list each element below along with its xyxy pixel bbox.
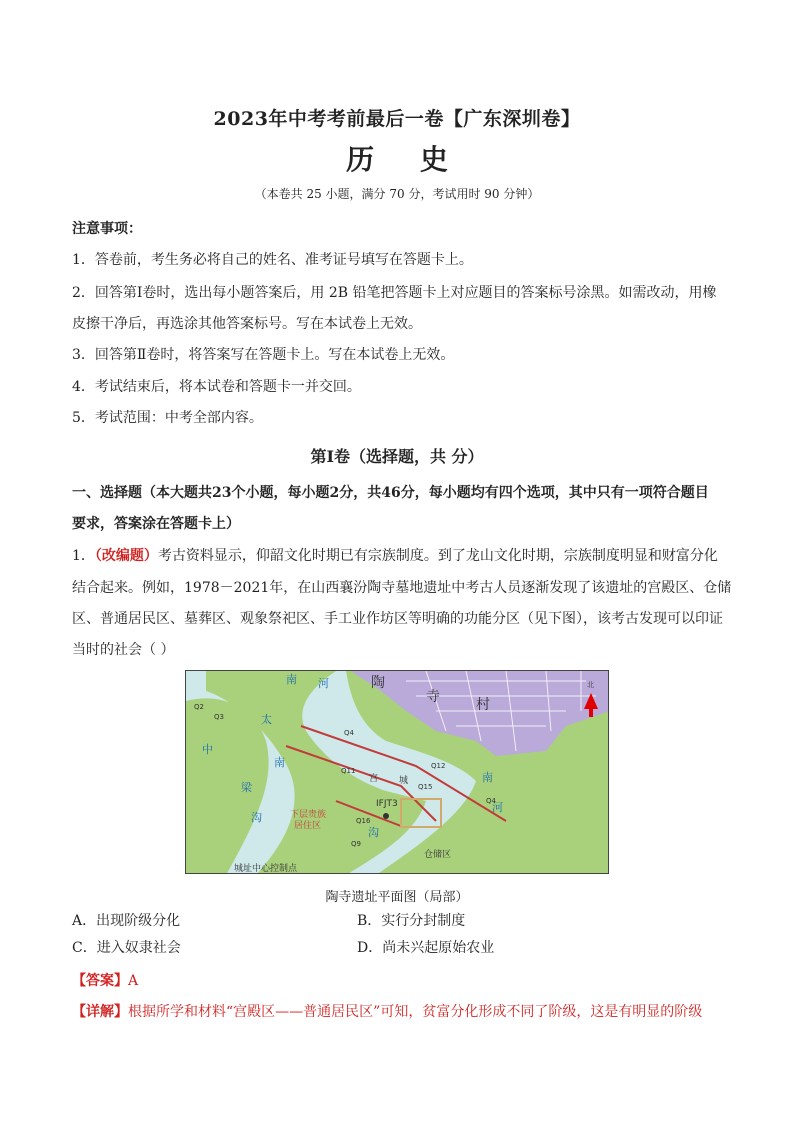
figure-caption: 陶寺遗址平面图（局部） [325,890,469,905]
map-label: 中 [202,743,213,756]
question-tag: （改编题） [94,548,158,564]
map-label: Q15 [418,783,433,791]
question-line [72,546,732,566]
answer-line [72,971,732,991]
map-label: Q11 [341,767,356,775]
map-label: 居住区 [294,821,322,831]
option-b: B．实行分封制度 [357,913,466,929]
map-label: Q12 [431,762,446,770]
map-label: 沟 [368,826,379,839]
subject-title: 历 史 [346,143,466,176]
map-label: 南 [274,756,285,769]
question-line: 当时的社会（ ） [72,642,175,658]
map-label: Q4 [486,797,496,805]
map-label: Q4 [344,729,354,737]
section-instruction: 要求，答案涂在答题卡上） [72,516,240,532]
map-label: 河 [318,677,329,690]
notice-item: 3．回答第Ⅱ卷时，将答案写在答题卡上。写在本试卷上无效。 [72,347,455,363]
map-label: Q2 [194,703,204,711]
answer-value: A [128,973,139,989]
map-label: 河 [492,801,503,814]
notice-item: 2．回答第Ⅰ卷时，选出每小题答案后，用 2B 铅笔把答题卡上对应题目的答案标号涂黑。如需改动，用橡 [72,285,717,301]
option-c: C．进入奴隶社会 [72,940,181,956]
notice-heading: 注意事项： [72,221,142,237]
map-label: 宫 [369,774,379,784]
notice-item: 5．考试范围：中考全部内容。 [72,410,263,426]
map-label: Q9 [351,840,361,848]
tao-si-site-map [185,670,609,874]
option-a: A．出现阶级分化 [72,913,181,929]
map-label: 城址中心控制点 [234,864,298,874]
exam-info: （本卷共 25 小题，满分 70 分，考试用时 90 分钟） [254,187,540,201]
map-label: 下层贵族 [290,810,327,820]
map-label: 村 [476,697,490,713]
map-label: 南 [286,673,297,686]
map-label: 仓储区 [424,850,452,860]
map-label: IFJT3 [376,799,398,809]
map-label: Q3 [214,713,224,721]
map-label: Q16 [356,817,371,825]
map-label: 城 [399,776,409,786]
map-svg [186,671,609,874]
notice-item: 1．答卷前，考生务必将自己的姓名、准考证号填写在答题卡上。 [72,252,473,268]
question-text: 考古资料显示，仰韶文化时期已有宗族制度。到了龙山文化时期，宗族制度明显和财富分化 [157,548,718,564]
question-number: 1． [72,548,95,564]
north-label: 北 [587,681,594,689]
map-label: 陶 [371,675,385,691]
explanation-label: 【详解】 [72,1004,128,1020]
explanation-line [72,1002,732,1022]
map-label: 南 [482,771,493,784]
map-label: 寺 [426,689,440,705]
section-title: 第Ⅰ卷（选择题，共 分） [310,447,484,466]
notice-item: 4．考试结束后，将本试卷和答题卡一并交回。 [72,379,361,395]
exam-title: 2023年中考考前最后一卷【广东深圳卷】 [213,108,581,130]
map-label: 梁 [241,781,252,794]
center-point-marker [383,813,389,819]
map-label: 太 [261,713,272,726]
notice-item: 皮擦干净后，再选涂其他答案标号。写在本试卷上无效。 [72,316,422,332]
question-line: 区、普通居民区、墓葬区、观象祭祀区、手工业作坊区等明确的功能分区（见下图），该考古发现可以印证 [72,611,723,627]
explanation-text: 根据所学和材料“宫殿区——普通居民区”可知，贫富分化形成不同了阶级，这是有明显的阶级 [128,1004,703,1020]
question-line: 结合起来。例如，1978－2021年，在山西襄汾陶寺墓地遗址中考古人员逐渐发现了该遗址的宫殿区、仓储 [72,580,732,596]
map-label: 沟 [251,811,262,824]
option-d: D．尚未兴起原始农业 [357,940,495,956]
section-instruction: 一、选择题（本大题共23个小题，每小题2分，共46分，每小题均有四个选项，其中只有一项符合题目 [72,485,709,501]
answer-label: 【答案】 [72,973,128,989]
